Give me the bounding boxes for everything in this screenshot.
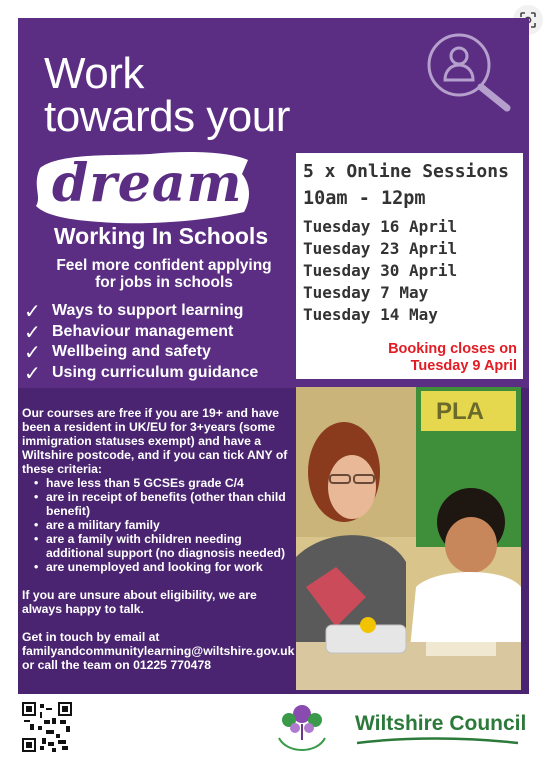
dream-word: dream: [52, 153, 243, 214]
booking-line-2: Tuesday 9 April: [410, 358, 517, 374]
list-item: • have less than 5 GCSEs grade C/4: [34, 476, 297, 490]
list-item: [24, 301, 258, 322]
headline-line-1: Work: [44, 49, 144, 98]
poster-subtitle: Working In Schools: [53, 223, 269, 249]
session-date: Tuesday 7 May: [303, 283, 429, 302]
topic-label: Behaviour management: [52, 322, 234, 340]
list-item: • are a military family: [34, 518, 297, 532]
session-date: Tuesday 30 April: [303, 261, 458, 280]
eligibility-section: [22, 406, 297, 672]
session-date: Tuesday 16 April: [303, 217, 458, 236]
qr-code: [22, 702, 72, 752]
list-item: • are in receipt of benefits (other than child benefit): [34, 490, 297, 518]
session-time: 10am - 12pm: [303, 188, 426, 209]
list-item: [24, 342, 258, 363]
topic-list: [24, 301, 258, 383]
booking-deadline: [388, 341, 517, 375]
search-person-icon: [425, 32, 515, 112]
unsure-note: If you are unsure about eligibility, we are always happy to talk.: [22, 588, 257, 616]
tagline: Feel more confident applying for jobs in schools: [56, 257, 272, 291]
headline: [44, 49, 290, 141]
council-name: Wiltshire Council: [355, 712, 527, 735]
classroom-photo: [296, 387, 521, 690]
dream-badge: [30, 146, 256, 228]
criteria-list: [34, 476, 297, 574]
session-date: Tuesday 14 May: [303, 305, 438, 324]
list-item: • are unemployed and looking for work: [34, 560, 297, 574]
check-icon: ✓: [24, 319, 41, 344]
photo-illustration: [296, 387, 521, 690]
svg-text:PLA: PLA: [436, 398, 484, 425]
check-icon: ✓: [24, 340, 41, 365]
topic-label: Ways to support learning: [52, 302, 244, 320]
topic-label: Wellbeing and safety: [52, 343, 211, 361]
eligibility-intro: Our courses are free if you are 19+ and have been a resident in UK/EU for 3+years (some immigration statuses exempt) and have a Wiltshire postcode, and if you can tick ANY of these criteria:: [22, 406, 288, 476]
list-item: [24, 360, 259, 385]
list-item: [24, 319, 258, 344]
check-icon: ✓: [24, 299, 41, 324]
list-item: • are a family with children needing additional support (no diagnosis needed): [34, 532, 297, 560]
headline-line-2: towards your: [44, 92, 290, 141]
check-icon: ✓: [24, 360, 41, 385]
sessions-box: [296, 153, 523, 379]
booking-line-1: Booking closes on: [388, 341, 517, 357]
session-date: Tuesday 23 April: [303, 239, 458, 258]
fcl-logo: [273, 698, 331, 758]
council-swoosh: [355, 737, 520, 747]
contact-info: Get in touch by email at familyandcommunitylearning@wiltshire.gov.uk or call the team on 01225 770478: [22, 630, 295, 672]
topic-label: Using curriculum guidance: [52, 363, 259, 381]
session-count: 5 x Online Sessions: [303, 161, 509, 182]
